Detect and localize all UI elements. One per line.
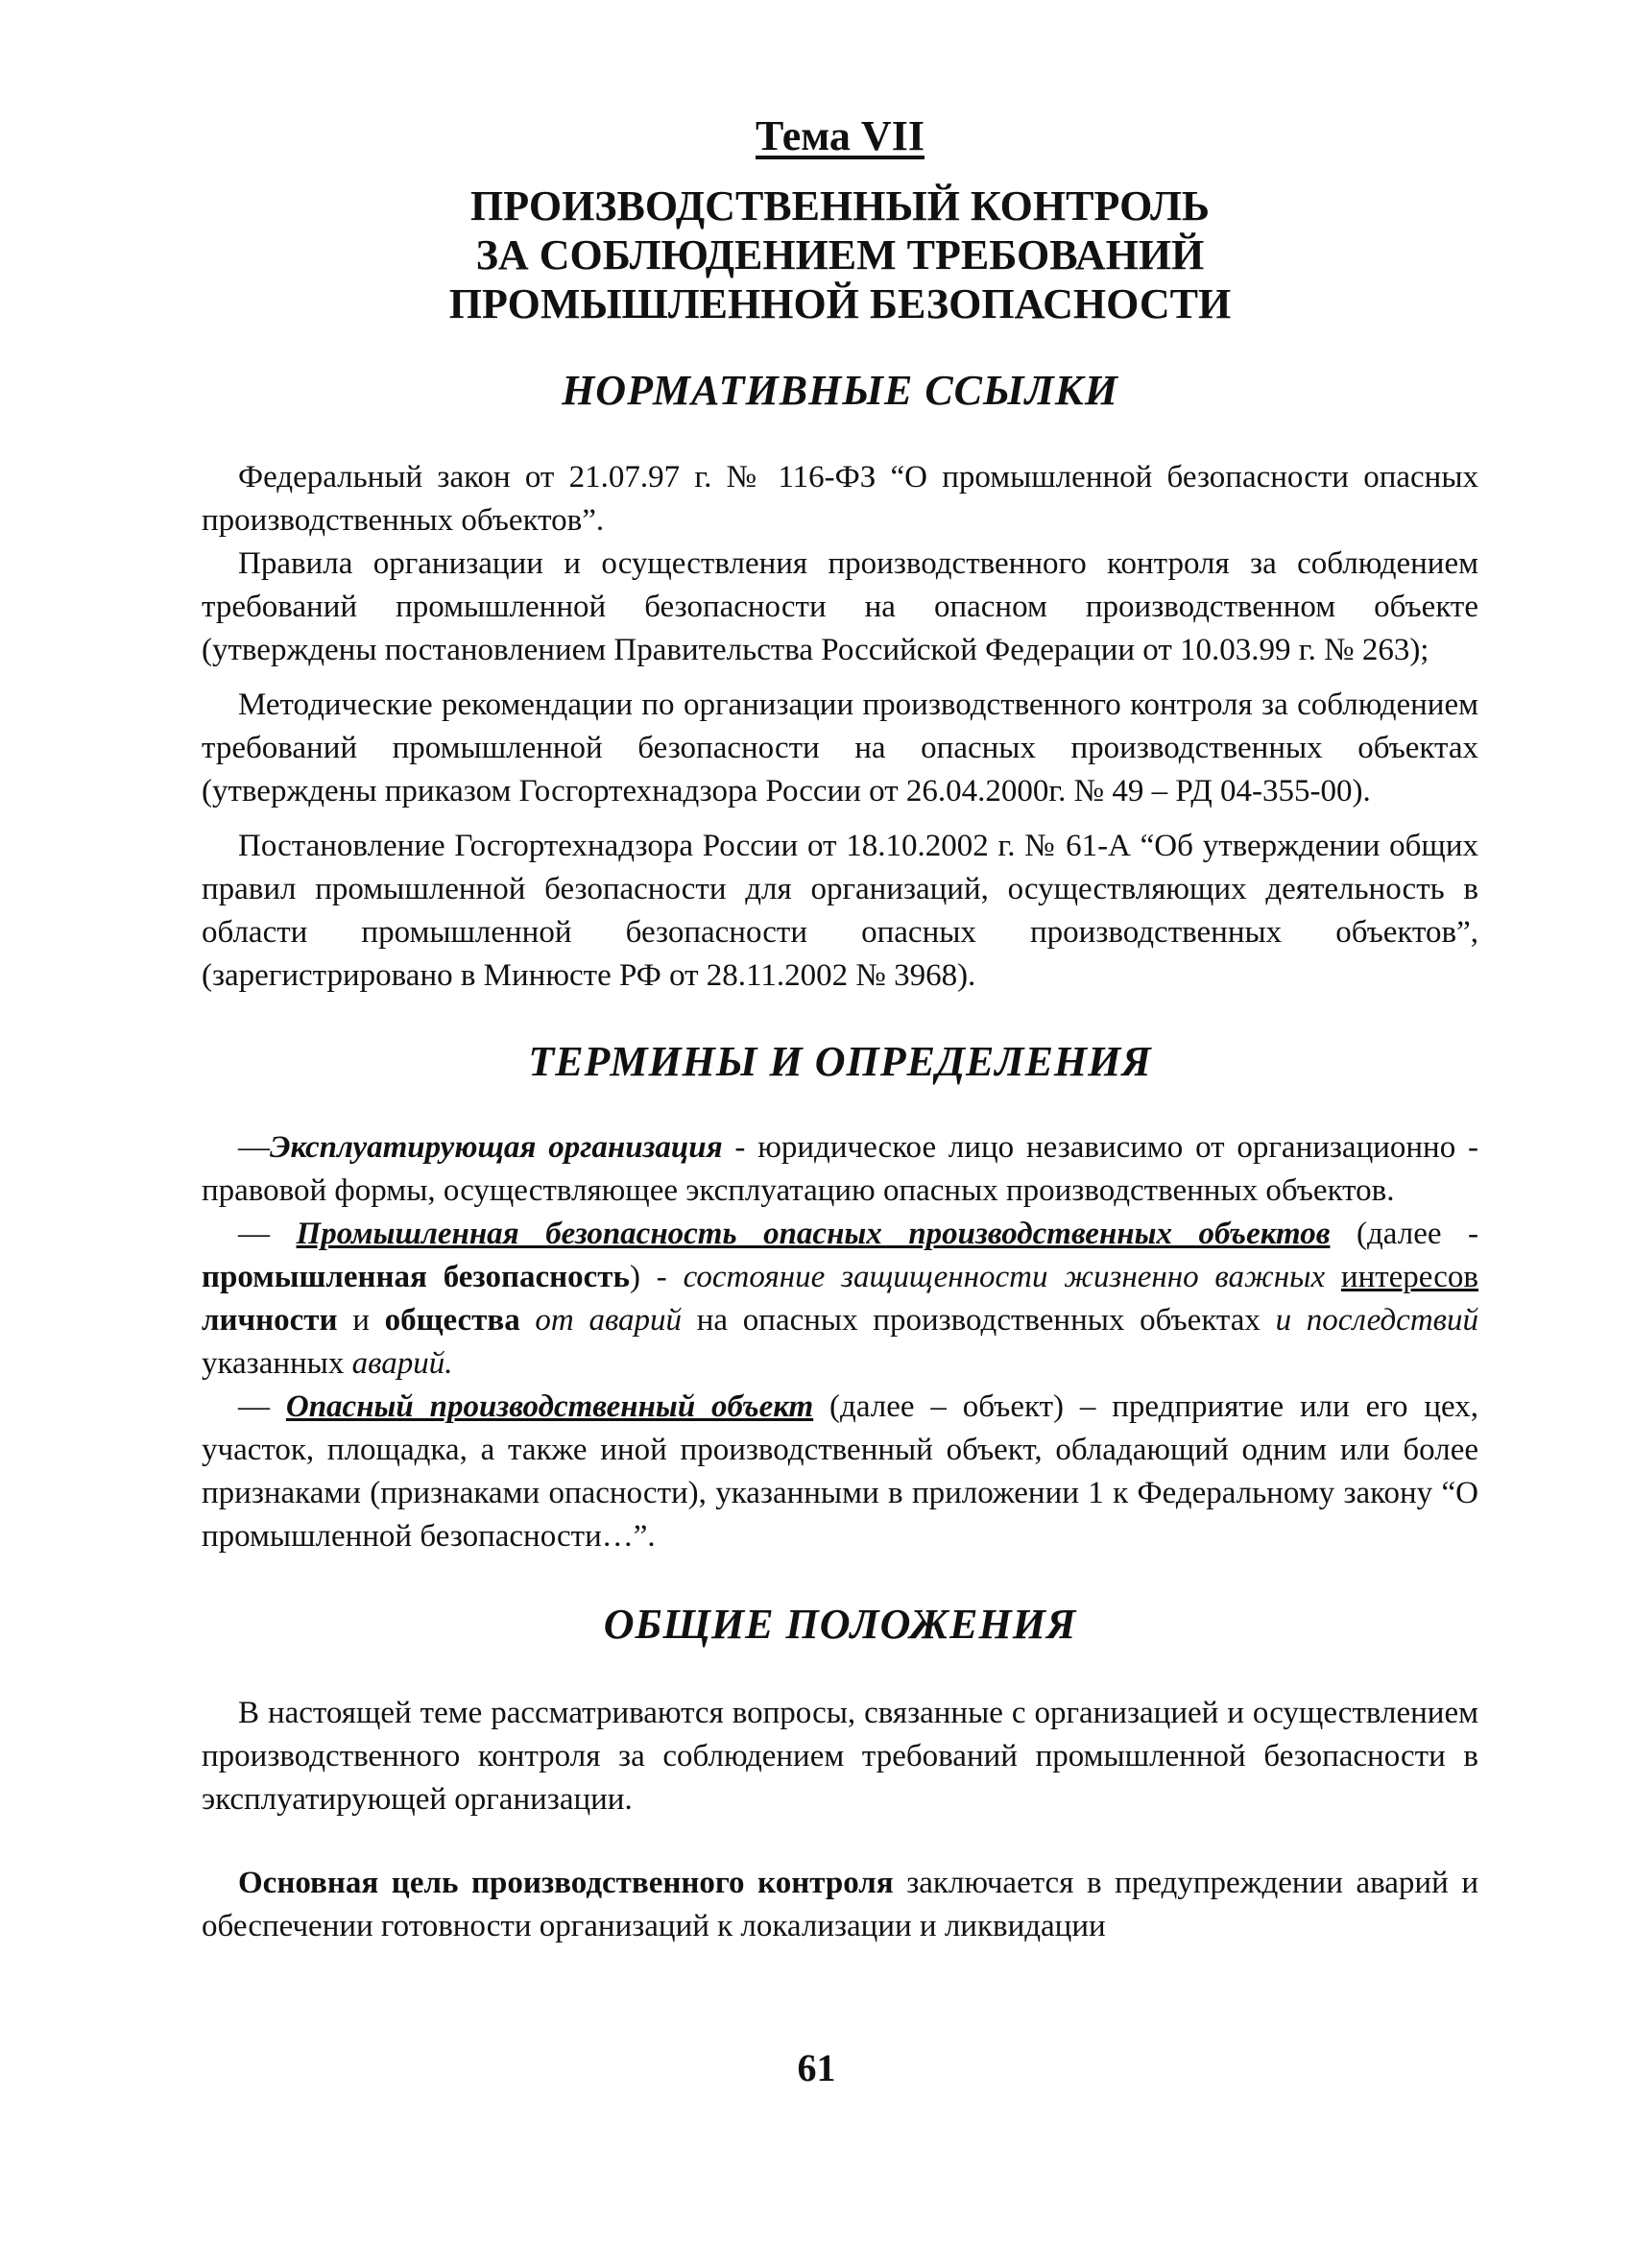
term-text: и [337,1303,385,1339]
term-definition-industrial-safety [202,1213,1478,1386]
title-line-1: ПРОИЗВОДСТВЕННЫЙ КОНТРОЛЬ [470,182,1210,230]
term-name: Опасный производственный объект [285,1389,814,1425]
term-text: ) - [629,1260,684,1295]
term-text: (далее – объект) – предприятие или его цех, участок, площадка, а также иной производственный объект, обладающий одним или более признаками (признаками опасности), указанными в приложении 1 к Федеральному закону “О промышленной безопасности…”. [202,1389,1479,1555]
term-underlined-text: интересов [1340,1260,1478,1295]
term-name: Промышленная безопасность опасных производственных объектов [296,1217,1331,1252]
title-line-3: ПРОМЫШЛЕННОЙ БЕЗОПАСНОСТИ [448,279,1232,327]
term-dash: — [238,1217,297,1252]
term-bold-text: общества [384,1303,520,1339]
reference-paragraph: Федеральный закон от 21.07.97 г. № 116-ФЗ “О промышленной безопасности опасных производственных объектов”. [202,459,1478,538]
term-definition-operating-organization [202,1126,1478,1213]
general-heading: ОБЩИЕ ПОЛОЖЕНИЯ [603,1601,1077,1649]
normative-references [202,456,1478,998]
general-paragraph [202,1862,1478,1948]
terms-heading: ТЕРМИНЫ И ОПРЕДЕЛЕНИЯ [528,1037,1152,1085]
topic-label: Тема VII [756,112,925,159]
term-italic-text: от аварий [535,1303,683,1339]
term-italic-text: аварий. [351,1346,453,1382]
reference-paragraph: Постановление Госгортехнадзора России от 18.10.2002 г. № 61-А “Об утверждении общих правил промышленной безопасности для организаций, осуществляющих деятельность в области промышленной безопасности опасных производственных объектов”, (зарегистрировано в Минюсте РФ от 28.11.2002 № 3968). [202,828,1478,993]
term-text: указанных [202,1346,352,1382]
reference-paragraph: Методические рекомендации по организации производственного контроля за соблюдением требований промышленной безопасности на опасных производственных объектах (утверждены приказом Госгортехнадзора России от 26.04.2000г. № 49 – РД 04-355-00). [202,687,1478,808]
terms-definitions [202,1126,1478,1558]
general-paragraph: В настоящей теме рассматриваются вопросы, связанные с организацией и осуществлением производственного контроля за соблюдением требований промышленной безопасности в эксплуатирующей организации. [202,1695,1478,1817]
general-provisions [202,1692,1478,1948]
reference-paragraph: Правила организации и осуществления производственного контроля за соблюдением требований промышленной безопасности на опасном производственном объекте (утверждены постановлением Правительства Российской Федерации от 10.03.99 г. № 263); [202,545,1478,667]
general-text: заключается в предупреждении аварий и обеспечении готовности организаций к локализации и ликвидации [202,1865,1478,1943]
term-text: (далее - [1330,1217,1479,1252]
term-text: - юридическое лицо независимо от организационно - правовой формы, осуществляющее эксплуатацию опасных производственных объектов. [202,1130,1478,1209]
term-text: на опасных производственных объектах [682,1303,1276,1339]
term-bold-text: личности [202,1303,338,1339]
term-bold-text: промышленная безопасность [202,1260,630,1295]
document-title [202,182,1478,328]
normative-heading: НОРМАТИВНЫЕ ССЫЛКИ [562,367,1118,415]
term-italic-text: и последствий [1275,1303,1478,1339]
term-name: Эксплуатирующая организация [270,1130,723,1166]
term-definition-hazardous-object [202,1386,1478,1558]
term-italic-text: состояние защищенности жизненно важных [683,1260,1326,1295]
term-dash: — [238,1389,286,1425]
page-number: 61 [797,2046,836,2089]
document-page [202,113,1478,1948]
title-line-2: ЗА СОБЛЮДЕНИЕМ ТРЕБОВАНИЙ [475,230,1205,278]
general-bold-text: Основная цель производственного контроля [238,1865,894,1900]
term-dash: — [238,1130,270,1166]
term-text [1325,1260,1341,1294]
term-text [520,1303,536,1338]
